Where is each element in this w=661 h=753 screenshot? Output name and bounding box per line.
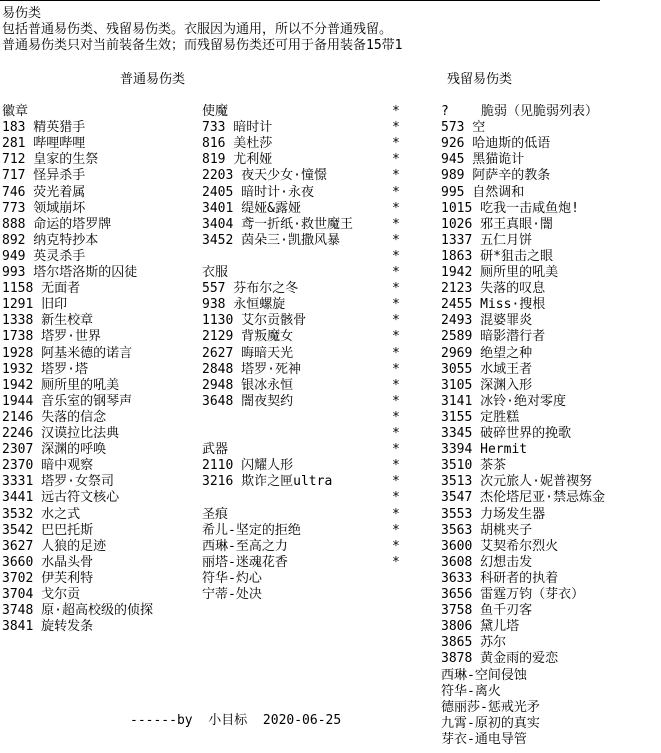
list-item-col-familiar: 武器 [202, 442, 229, 458]
list-item-col-familiar: 2129 背叛魔女 [202, 329, 294, 345]
list-item-col-familiar: 丽塔-迷魂花香 [202, 554, 288, 570]
list-item-col-marker: * [392, 490, 400, 506]
list-item-col-marker: * [392, 361, 400, 377]
list-item-col-familiar: 3648 闇夜契约 [202, 393, 294, 409]
list-item-col-familiar: 816 美杜莎 [202, 136, 273, 152]
list-item-col-familiar: 2405 暗时计·永夜 [202, 184, 314, 200]
list-item-col-badge: 717 怪异杀手 [2, 168, 86, 184]
list-item-col-marker: * [392, 104, 400, 119]
list-item-col-residual: 3865 苏尔 [441, 635, 507, 651]
list-item-col-residual: 3513 次元旅人·妮普禊努 [441, 474, 592, 490]
list-item-col-familiar: 2203 夜天少女·憧憬 [202, 168, 327, 184]
list-item-col-fragile: 脆弱（见脆弱列表） [481, 104, 599, 119]
list-item-col-residual: 995 自然调和 [441, 184, 525, 200]
list-item-col-familiar: 1130 艾尔贡骸骨 [202, 313, 307, 329]
list-item-col-residual: 3547 杰伦塔尼亚·禁忌炼金 [441, 490, 605, 506]
list-item-col-residual: 3633 科研者的执着 [441, 570, 559, 586]
list-item-col-familiar: 2110 闪耀人形 [202, 458, 294, 474]
list-item-col-marker: * [392, 232, 400, 248]
list-item-col-residual: 1942 厕所里的吼美 [441, 265, 559, 280]
list-item-col-marker: * [392, 184, 400, 200]
list-item-col-residual: 1026 邪王真眼·闇 [441, 216, 553, 232]
list-item-col-familiar: 3401 缇娅&露娅 [202, 200, 301, 216]
list-item-col-familiar: 3452 茵朵三·凯撒风暴 [202, 232, 340, 248]
list-item-col-badge: 2307 深渊的呼唤 [2, 442, 107, 458]
list-item-col-marker: * [392, 329, 400, 345]
list-item-col-badge: 3702 伊芙利特 [2, 570, 94, 586]
list-item-col-familiar: 使魔 [202, 104, 229, 119]
list-item-col-badge: 1158 无面者 [2, 281, 81, 297]
list-item-col-badge: 1928 阿基米德的诺言 [2, 345, 133, 361]
list-item-col-residual: 3055 水域王者 [441, 361, 533, 377]
list-item-col-badge: 993 塔尔塔洛斯的囚徒 [2, 265, 138, 280]
list-item-col-marker: * [392, 168, 400, 184]
list-item-col-familiar: 西琳-至高之力 [202, 538, 288, 554]
list-item-col-badge: 3748 原·超高校级的侦探 [2, 603, 153, 619]
list-item-col-residual: 3600 艾契希尔烈火 [441, 538, 559, 554]
list-item-col-familiar: 希儿-坚定的拒绝 [202, 522, 301, 538]
list-item-col-residual: 符华-离火 [441, 683, 501, 699]
list-item-col-marker: * [392, 216, 400, 232]
list-item-col-familiar: 符华-灼心 [202, 570, 262, 586]
footer-credit: ------by 小目标 2020-06-25 [130, 713, 342, 728]
list-item-col-marker: * [392, 393, 400, 409]
list-item-col-badge: 1291 旧印 [2, 297, 68, 313]
list-item-col-residual: 989 阿萨辛的教条 [441, 168, 551, 184]
list-item-col-badge: 746 荧光着属 [2, 184, 86, 200]
list-item-col-familiar: 宁蒂-处决 [202, 587, 262, 602]
list-item-col-badge: 773 领域崩坏 [2, 200, 86, 216]
list-item-col-badge: 1944 音乐室的钢琴声 [2, 393, 133, 409]
list-item-col-familiar: 819 尤利娅 [202, 152, 273, 168]
top-rule [0, 0, 600, 2]
list-item-col-familiar: 2948 银冰永恒 [202, 377, 294, 393]
list-item-col-badge: 892 纳克特抄本 [2, 232, 99, 248]
list-item-col-badge: 2246 汉谟拉比法典 [2, 426, 120, 441]
list-item-col-familiar: 2848 塔罗·死神 [202, 361, 301, 377]
list-item-col-badge: 3441 远古符文核心 [2, 490, 120, 506]
list-item-col-residual: ? [441, 104, 449, 119]
list-item-col-marker: * [392, 506, 400, 522]
list-item-col-badge: 3660 水晶头骨 [2, 554, 94, 570]
list-item-col-badge: 3841 旋转发条 [2, 619, 94, 635]
list-item-col-residual: 1015 吃我一击咸鱼炮! [441, 200, 579, 216]
list-item-col-residual: 3806 黛儿塔 [441, 619, 520, 635]
list-item-col-marker: * [392, 200, 400, 216]
list-item-col-badge: 1738 塔罗·世界 [2, 329, 101, 345]
list-item-col-residual: 3553 力场发生器 [441, 506, 546, 522]
list-item-col-residual: 2969 绝望之种 [441, 345, 533, 361]
list-item-col-marker: * [392, 442, 400, 458]
intro-line-2: 普通易伤类只对当前装备生效；而残留易伤类还可用于备用装备15带1 [2, 38, 403, 53]
list-item-col-residual: 2123 失落的叹息 [441, 281, 546, 297]
list-item-col-familiar: 2627 晦暗天光 [202, 345, 294, 361]
list-item-col-residual: 3510 茶茶 [441, 458, 507, 474]
list-item-col-familiar: 938 永恒螺旋 [202, 297, 286, 313]
list-item-col-residual: 2455 Miss·搜根 [441, 297, 546, 313]
list-item-col-marker: * [392, 297, 400, 313]
list-item-col-marker: * [392, 281, 400, 297]
intro-line-1: 包括普通易伤类、残留易伤类。衣服因为通用，所以不分普通残留。 [2, 22, 393, 37]
list-item-col-residual: 西琳-空间侵蚀 [441, 667, 527, 683]
list-item-col-marker: * [392, 248, 400, 264]
list-item-col-badge: 3627 人狼的足迹 [2, 538, 107, 554]
list-item-col-badge: 281 哔哩哔哩 [2, 136, 86, 152]
list-item-col-badge: 949 英灵杀手 [2, 248, 86, 264]
list-item-col-familiar: 3216 欺诈之匣ultra [202, 474, 333, 490]
list-item-col-badge: 712 皇家的生祭 [2, 152, 99, 168]
list-item-col-familiar: 衣服 [202, 265, 229, 280]
list-item-col-residual: 3155 定胜糕 [441, 409, 520, 425]
list-item-col-residual: 九霄-原初的真实 [441, 715, 540, 731]
list-item-col-marker: * [392, 120, 400, 136]
list-item-col-familiar: 733 暗时计 [202, 120, 273, 136]
list-item-col-badge: 3704 戈尔贡 [2, 587, 81, 602]
list-item-col-marker: * [392, 152, 400, 168]
residual-column-heading: 残留易伤类 [447, 72, 513, 87]
normal-column-heading: 普通易伤类 [120, 72, 186, 87]
list-item-col-residual: 945 黑猫诡计 [441, 152, 525, 168]
list-item-col-badge: 3532 水之式 [2, 506, 81, 522]
list-item-col-marker: * [392, 426, 400, 441]
list-item-col-residual: 3608 幻想击发 [441, 554, 533, 570]
list-item-col-residual: 3656 雷霆万钧（芽衣） [441, 587, 585, 602]
section-title: 易伤类 [2, 6, 42, 21]
list-item-col-badge: 1338 新生校章 [2, 313, 94, 329]
list-item-col-badge: 2146 失落的信念 [2, 409, 107, 425]
list-item-col-marker: * [392, 136, 400, 152]
list-item-col-badge: 3331 塔罗·女祭司 [2, 474, 114, 490]
list-item-col-residual: 德丽莎-惩戒光矛 [441, 699, 540, 715]
list-item-col-residual: 3141 冰铃·绝对零度 [441, 393, 566, 409]
list-item-col-familiar: 3404 鸢一折纸·救世魔王 [202, 216, 353, 232]
list-item-col-badge: 2370 暗中观察 [2, 458, 94, 474]
list-item-col-marker: * [392, 458, 400, 474]
list-item-col-badge: 1932 塔罗·塔 [2, 361, 88, 377]
list-item-col-marker: * [392, 522, 400, 538]
list-item-col-badge: 1942 厕所里的吼美 [2, 377, 120, 393]
list-item-col-residual: 3878 黄金雨的爱恋 [441, 651, 559, 667]
list-item-col-badge: 3542 巴巴托斯 [2, 522, 94, 538]
list-item-col-residual: 1337 五仁月饼 [441, 232, 533, 248]
list-item-col-residual: 926 哈迪斯的低语 [441, 136, 551, 152]
list-item-col-residual: 2589 暗影潜行者 [441, 329, 546, 345]
list-item-col-residual: 芽衣-通电导管 [441, 731, 527, 747]
list-item-col-residual: 3563 胡桃夹子 [441, 522, 533, 538]
list-item-col-badge: 徽章 [2, 104, 29, 119]
list-item-col-residual: 573 空 [441, 120, 486, 136]
list-item-col-marker: * [392, 265, 400, 280]
list-item-col-badge: 888 命运的塔罗牌 [2, 216, 112, 232]
list-item-col-residual: 1863 研*狙击之眼 [441, 248, 553, 264]
list-item-col-residual: 3105 深渊入形 [441, 377, 533, 393]
list-item-col-marker: * [392, 474, 400, 490]
list-item-col-marker: * [392, 313, 400, 329]
list-item-col-marker: * [392, 409, 400, 425]
list-item-col-residual: 3345 破碎世界的挽歌 [441, 426, 572, 441]
list-item-col-marker: * [392, 345, 400, 361]
list-item-col-familiar: 圣痕 [202, 506, 229, 522]
list-item-col-residual: 3394 Hermit [441, 442, 528, 458]
list-item-col-residual: 3758 鱼千刃客 [441, 603, 533, 619]
list-item-col-badge: 183 精英猎手 [2, 120, 86, 136]
list-item-col-marker: * [392, 377, 400, 393]
list-item-col-marker: * [392, 554, 400, 570]
list-item-col-residual: 2493 混婆罪炎 [441, 313, 533, 329]
list-item-col-familiar: 557 芬布尔之冬 [202, 281, 299, 297]
list-item-col-marker: * [392, 538, 400, 554]
